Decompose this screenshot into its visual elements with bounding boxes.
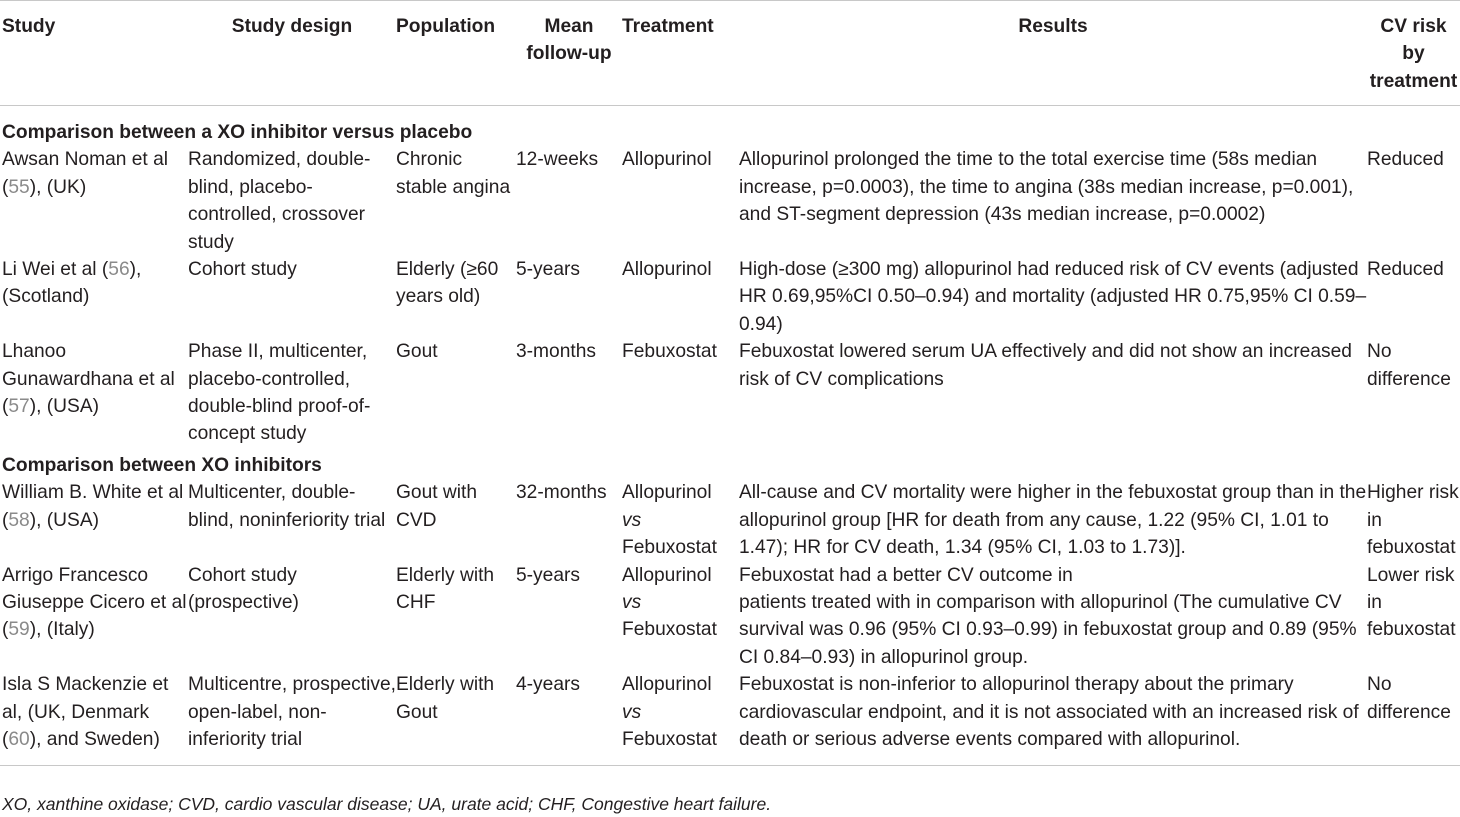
- results-cell: All-cause and CV mortality were higher in the febuxostat group than in the allopurinol group [HR for death from any cause, 1.22 (95% CI, 1.01 to 1.47); HR for CV death, 1.34 (95% CI, 1.03 to 1.73)].: [739, 482, 1367, 559]
- treatment-cell: Allopurinol: [622, 149, 712, 171]
- table-row: [0, 562, 1460, 672]
- followup-cell: 12-weeks: [516, 149, 599, 171]
- header-treatment: Treatment: [622, 16, 714, 37]
- results-cell: Febuxostat lowered serum UA effectively and did not show an increased risk of CV complications: [739, 341, 1352, 390]
- study-cell: Li Wei et al (56), (Scotland): [2, 259, 142, 308]
- treatment-cell: Allopurinol: [622, 259, 712, 281]
- section-heading-row: [0, 448, 1460, 479]
- study-cell: Awsan Noman et al (55), (UK): [2, 149, 169, 198]
- section-heading-row: [0, 106, 1460, 147]
- header-results: Results: [1018, 16, 1088, 37]
- followup-cell: 5-years: [516, 564, 580, 586]
- results-cell: Febuxostat is non-inferior to allopurinol therapy about the primary cardiovascular endpoint, and it is not associated with an increased risk of death or serious adverse events compared with allopurinol.: [739, 674, 1359, 750]
- reference-link[interactable]: 56: [108, 259, 130, 281]
- study-cell: Isla S Mackenzie et al, (UK, Denmark (60), and Sweden): [2, 674, 169, 750]
- section-title: Comparison between XO inhibitors: [2, 454, 322, 476]
- design-cell: Multicentre, prospective, open-label, non-inferiority trial: [188, 674, 396, 750]
- results-cell: Febuxostat had a better CV outcome in patients treated with in comparison with allopurinol (The cumulative CV survival was 0.96 (95% CI 0.93–0.99) in febuxostat group and 0.89 (95% CI 0.84–0.93) in allopurinol group.: [739, 564, 1357, 668]
- reference-link[interactable]: 57: [8, 396, 30, 418]
- reference-link[interactable]: 58: [8, 509, 30, 531]
- design-cell: Cohort study: [188, 259, 297, 281]
- followup-cell: 3-months: [516, 341, 596, 363]
- population-cell: Gout with CVD: [396, 482, 478, 531]
- treatment-cell: Allopurinol vs Febuxostat: [622, 482, 717, 559]
- design-cell: Phase II, multicenter, placebo-controlled, double-blind proof-of-concept study: [188, 341, 371, 445]
- design-cell: Multicenter, double-blind, noninferiority trial: [188, 482, 386, 531]
- treatment-cell: Febuxostat: [622, 341, 717, 363]
- population-cell: Elderly (≥60 years old): [396, 259, 499, 308]
- table-row: [0, 338, 1460, 448]
- section-title: Comparison between a XO inhibitor versus placebo: [2, 122, 473, 143]
- study-cell: William B. White et al (58), (USA): [2, 482, 184, 531]
- followup-cell: 32-months: [516, 482, 607, 504]
- population-cell: Chronic stable angina: [396, 149, 511, 198]
- header-population: Population: [396, 16, 496, 37]
- header-mean-follow-up: Mean follow-up: [526, 16, 612, 65]
- cv-risk-cell: Higher risk in febuxostat: [1367, 482, 1459, 559]
- treatment-cell: Allopurinol vs Febuxostat: [622, 564, 717, 641]
- header-row: [0, 1, 1460, 106]
- cv-risk-cell: Lower risk in febuxostat: [1367, 564, 1456, 641]
- header-study: Study: [2, 16, 56, 37]
- cv-risk-cell: No difference: [1367, 341, 1451, 390]
- results-cell: Allopurinol prolonged the time to the total exercise time (58s median increase, p=0.0003), the time to angina (38s median increase, p=0.001), and ST-segment depression (43s median increase, p=0.0002): [739, 149, 1354, 226]
- header-cv-risk: CV risk by treatment: [1369, 16, 1458, 92]
- population-cell: Elderly with CHF: [396, 564, 495, 613]
- followup-cell: 5-years: [516, 259, 580, 281]
- cv-risk-cell: No difference: [1367, 674, 1451, 723]
- cv-risk-cell: Reduced: [1367, 149, 1444, 171]
- design-cell: Randomized, double-blind, placebo-controlled, crossover study: [188, 149, 371, 253]
- design-cell: Cohort study (prospective): [188, 564, 299, 613]
- results-cell: High-dose (≥300 mg) allopurinol had reduced risk of CV events (adjusted HR 0.69,95%CI 0.50–0.94) and mortality (adjusted HR 0.75,95% CI 0.59–0.94): [739, 259, 1367, 335]
- reference-link[interactable]: 55: [8, 176, 30, 198]
- study-cell: Arrigo Francesco Giuseppe Cicero et al (59), (Italy): [2, 564, 187, 641]
- table-row: [0, 256, 1460, 338]
- table-row: [0, 479, 1460, 561]
- study-cell: Lhanoo Gunawardhana et al (57), (USA): [2, 341, 175, 418]
- followup-cell: 4-years: [516, 674, 580, 696]
- reference-link[interactable]: 60: [8, 728, 30, 750]
- table-footnote: XO, xanthine oxidase; CVD, cardio vascular disease; UA, urate acid; CHF, Congestive heart failure.: [2, 794, 772, 814]
- population-cell: Elderly with Gout: [396, 674, 495, 723]
- treatment-cell: Allopurinol vs Febuxostat: [622, 674, 717, 750]
- reference-link[interactable]: 59: [8, 619, 30, 641]
- population-cell: Gout: [396, 341, 438, 363]
- table-row: [0, 146, 1460, 256]
- header-study-design: Study design: [231, 16, 353, 37]
- cv-risk-cell: Reduced: [1367, 259, 1444, 281]
- table-row: [0, 671, 1460, 766]
